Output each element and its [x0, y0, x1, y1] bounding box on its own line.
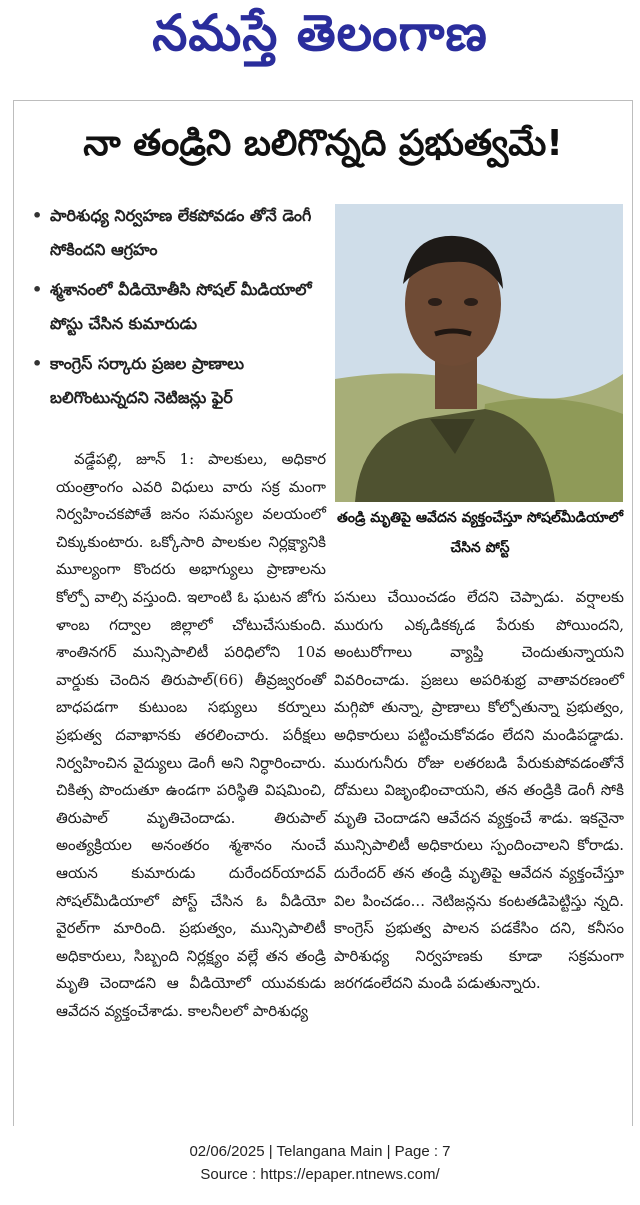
article-clipping	[13, 100, 633, 1126]
masthead	[0, 0, 640, 82]
photo-caption: తండ్రి మృతిపై ఆవేదన వ్యక్తంచేస్తూ సోషల్‌మీడియాలో చేసిన పోస్ట్	[337, 510, 623, 556]
footer-date-page: 02/06/2025 | Telangana Main | Page : 7	[189, 1143, 451, 1160]
article-photo	[335, 204, 623, 502]
bullet-icon: •	[32, 206, 43, 225]
body-paragraph-left: వడ్డేపల్లి, జూన్ 1: పాలకులు, అధికార యంత్రాంగం ఎవరి విధులు వారు సక్ర మంగా నిర్వహించకపోతే జనం సమస్యల వలయంలో చిక్కుకుంటారు. ఒక్కోసారి పాలకుల నిర్లక్ష్యానికి మూల్యంగా కొందరు అభాగ్యులు ప్రాణాలను కోల్పో వాల్సి వస్తుంది. ఇలాంటి ఓ ఘటన జోగు ళాంబ గద్వాల జిల్లాలో చోటుచేసుకుంది. శాంతినగర్ మున్సిపాలిటీ పరిధిలోని 10వ వార్డుకు చెందిన తిరుపాల్(66) తీవ్రజ్వరంతో బాధపడగా కుటుంబ సభ్యులు కర్నూలు ప్రభుత్వ దవాఖానకు తరలించారు. పరీక్షలు నిర్వహించిన వైద్యులు డెంగీ అని నిర్ధారించారు. చికిత్స పొందుతూ ఉండగా పరిస్థితి విషమించి, తిరుపాల్ మృతిచెందాడు. తిరుపాల్ అంత్యక్రియల అనంతరం శ్మశానం నుంచే ఆయన కుమారుడు దురేందర్‌యాదవ్ సోషల్‌మీడియాలో పోస్ట్ చేసిన ఓ వీడియో వైరల్‌గా మారింది. ప్రభుత్వం, మున్సిపాలిటీ అధికారులు, సిబ్బంది నిర్లక్ష్యం వల్లే తన తండ్రి మృతి చెందాడని ఆ వీడియోలో యువకుడు ఆవేదన వ్యక్తంచేశాడు. కాలనీలలో పారిశుధ్య	[56, 450, 326, 1020]
bullet-icon: •	[32, 280, 43, 299]
bullet-text: పారిశుధ్య నిర్వహణ లేకపోవడం తోనే డెంగీ సోకిందని ఆగ్రహం	[50, 206, 312, 259]
article-body-left	[56, 446, 326, 1025]
bullet-item	[32, 347, 337, 415]
bullet-icon: •	[32, 354, 43, 373]
summary-bullets	[32, 199, 337, 421]
article-headline: నా తండ్రిని బలిగొన్నది ప్రభుత్వమే!	[83, 123, 563, 164]
bullet-item	[32, 273, 337, 341]
body-paragraph-right: పనులు చేయించడం లేదని చెప్పాడు. వర్షాలకు మురుగు ఎక్కడికక్కడ పేరుకు పోయిందని, అంటురోగాలు వ్యాప్తి చెందుతున్నాయని వివరించాడు. ప్రజలు అపరిశుభ్ర వాతావరణంలో మగ్గిపో తున్నా, ప్రాణాలు కోల్పోతున్నా ప్రభుత్వం, అధికారులు పట్టించుకోవడం లేదని మండిపడ్డాడు. మురుగునీరు రోజు లతరబడి పేరుకుపోవడంతోనే దోమలు విజృంభించాయని, తన తండ్రికి డెంగీ సోకి మృతి చెందాడని ఆవేదన వ్యక్తంచే శాడు. ఇకనైనా మున్సిపాలిటీ అధికారులు స్పందించాలని కోరాడు. దురేందర్ తన తండ్రి మృతిపై ఆవేదన వ్యక్తంచేస్తూ విల పించడం... నెటిజన్లను కంటతడిపెట్టిస్తు న్నది. కాంగ్రెస్ ప్రభుత్వ పాలన పడకేసిం దని, కనీసం పారిశుధ్య నిర్వహణకు కూడా సక్రమంగా జరగడంలేదని మండి పడుతున్నారు.	[334, 588, 624, 993]
article-body-right	[334, 584, 624, 998]
footer-source: Source : https://epaper.ntnews.com/	[200, 1166, 440, 1183]
masthead-title: నమస్తే తెలంగాణ	[152, 4, 488, 62]
bullet-item	[32, 199, 337, 267]
person-photo-icon	[335, 204, 623, 502]
bullet-text: శ్మశానంలో వీడియోతీసి సోషల్ మీడియాలో పోస్టు చేసిన కుమారుడు	[50, 280, 312, 333]
bullet-text: కాంగ్రెస్ సర్కారు ప్రజల ప్రాణాలు బలిగొంటున్నదని నెటిజన్లు ఫైర్	[50, 354, 244, 407]
